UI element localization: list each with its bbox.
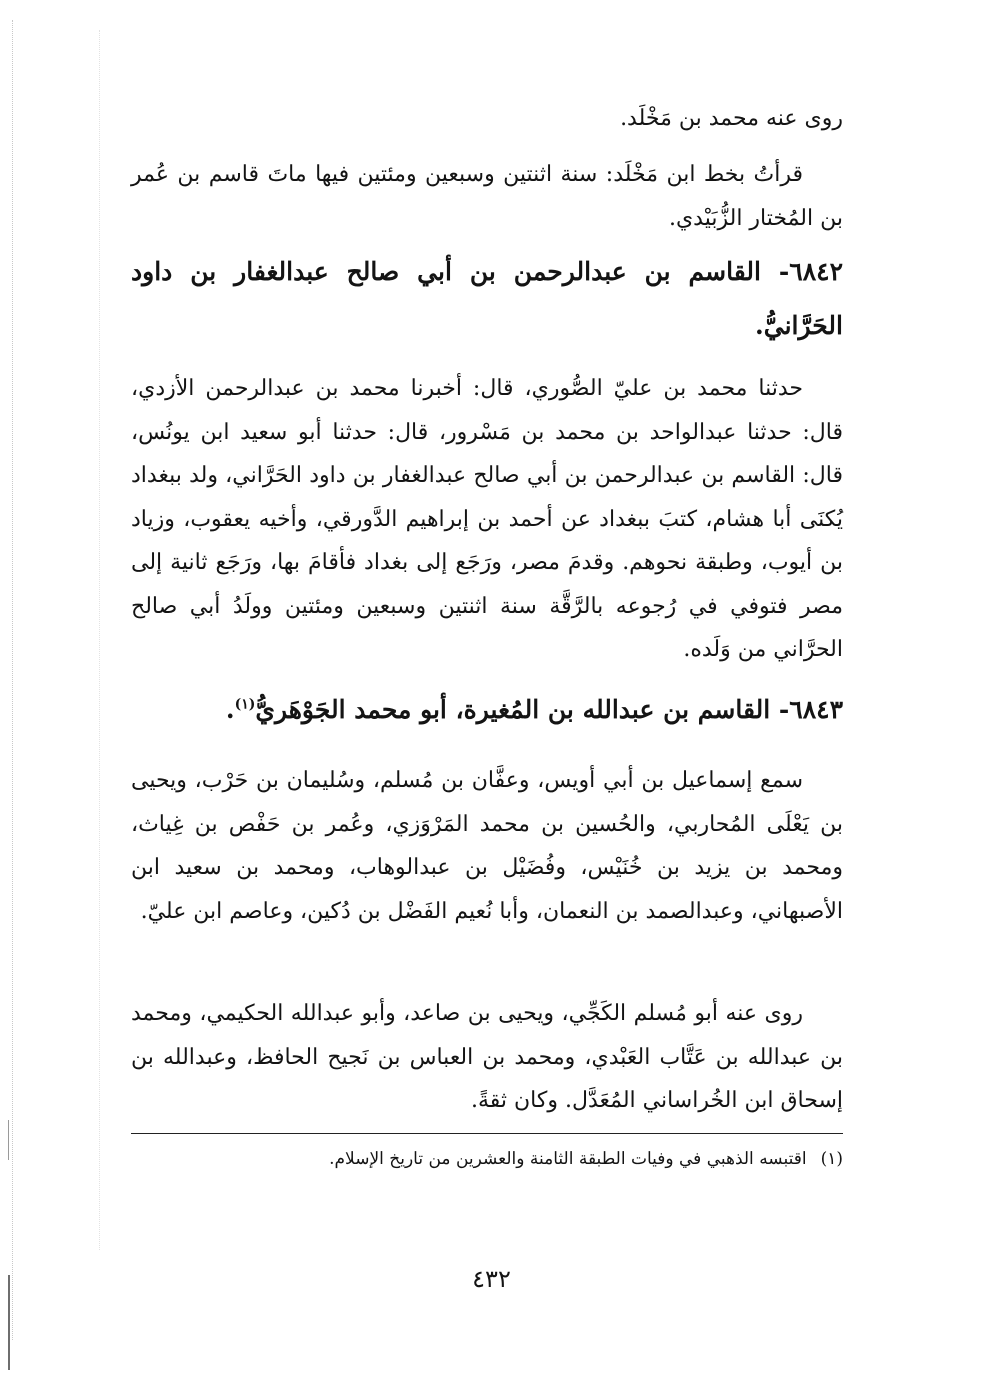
footnote-separator [131, 1133, 843, 1134]
paragraph-read-handwriting: قرأتُ بخط ابن مَخْلَد: سنة اثنتين وسبعين ومئتين فيها ماتَ قاسم بن عُمر بن المُختار الزُّبَيْدي. [131, 162, 843, 231]
entry-heading-6843 [131, 683, 843, 737]
paragraph-entry-6843-heard: سمع إسماعيل بن أبي أويس، وعفَّان بن مُسلم، وسُليمان بن حَرْب، ويحيى بن يَعْلَى المُحاربي، والحُسين بن محمد المَرْوَزي، وعُمر بن حَفْص بن غِياث، ومحمد بن يزيد بن خُنَيْس، وفُضَيْل بن عبدالوهاب، ومحمد بن سعيد ابن الأصبهاني، وعبدالصمد بن النعمان، وأبا نُعيم الفَضْل بن دُكين، وعاصم ابن عليّ. [131, 768, 843, 924]
entry-heading-6842: ٦٨٤٢- القاسم بن عبدالرحمن بن أبي صالح عبدالغفار بن داود الحَرَّانيُّ. [131, 257, 843, 340]
footnote-number: (١) [820, 1149, 843, 1169]
footnote-reference: (١) [234, 696, 256, 713]
footnote-text: اقتبسه الذهبي في وفيات الطبقة الثامنة والعشرين من تاريخ الإسلام. [329, 1149, 807, 1169]
page-number: ٤٣٢ [472, 1265, 511, 1293]
heading-period: . [225, 695, 235, 724]
paragraph-entry-6843-narrated: روى عنه أبو مُسلم الكَجِّي، ويحيى بن صاعد، وأبو عبدالله الحكيمي، ومحمد بن عبدالله بن عَتَّاب العَبْدي، ومحمد بن العباس بن نَجيح الحافظ، وعبدالله بن إسحاق ابن الخُراساني المُعَدَّل. وكان ثقةً. [131, 1001, 843, 1113]
scan-edge-dots-inner [99, 30, 100, 1250]
paragraph-narrated-by: روى عنه محمد بن مَخْلَد. [620, 106, 843, 131]
paragraph-entry-6842-body: حدثنا محمد بن عليّ الصُّوري، قال: أخبرنا محمد بن عبدالرحمن الأزدي، قال: حدثنا عبدالواحد بن محمد بن مَسْرور، قال: حدثنا أبو سعيد ابن يونُس، قال: القاسم بن عبدالرحمن بن أبي صالح عبدالغفار بن داود الحَرَّاني، ولد ببغداد يُكنَى أبا هشام، كتبَ ببغداد عن أحمد بن إبراهيم الدَّورقي، وأخيه يعقوب، وزياد بن أيوب، وطبقة نحوهم. وقدمَ مصر، ورَجَع إلى بغداد فأقامَ بها، ورَجَع ثانية إلى مصر فتوفي في رُجوعه بالرَّقَّة سنة اثنتين وسبعين ومئتين وولَدُ أبي صالح الحرَّاني من وَلَده. [131, 376, 843, 662]
scan-edge-mark-small [8, 1120, 9, 1160]
footnote [131, 1146, 843, 1172]
entry-heading-6843-text: ٦٨٤٣- القاسم بن عبدالله بن المُغيرة، أبو محمد الجَوْهَريُّ [255, 695, 843, 724]
scan-edge-dots [12, 20, 13, 1340]
